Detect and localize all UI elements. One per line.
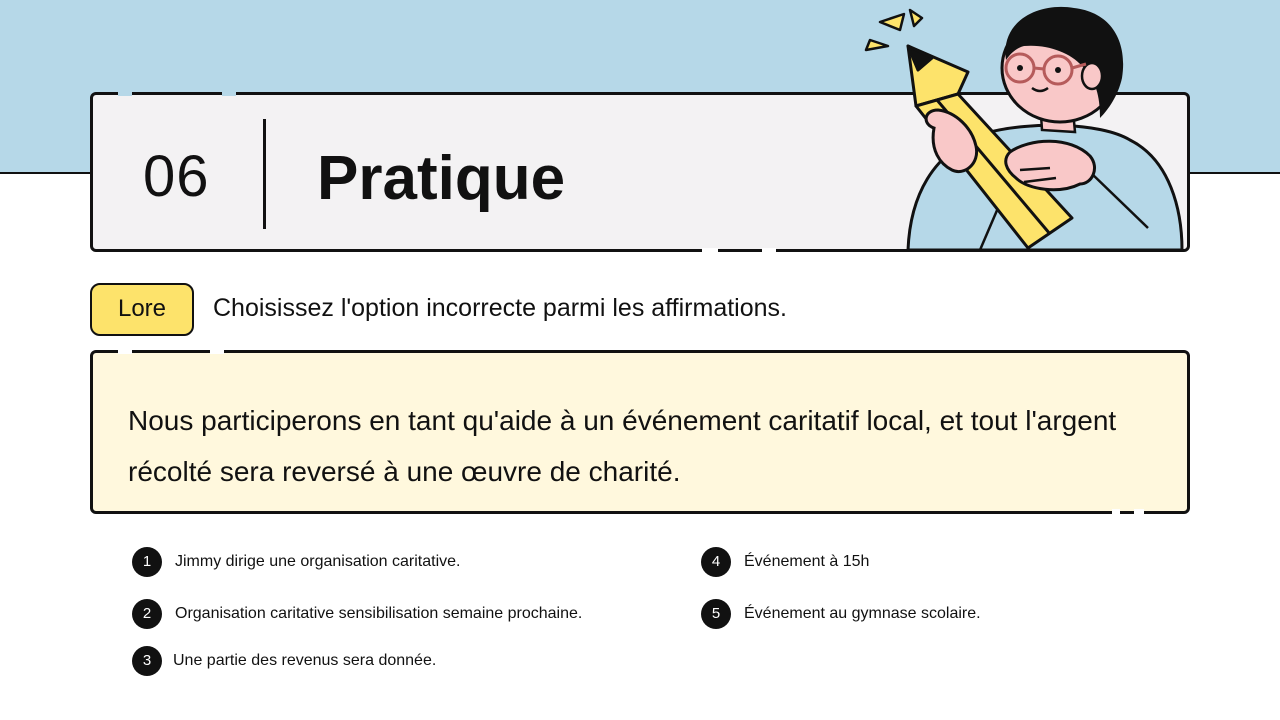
passage-box [90,350,1190,514]
option-4[interactable] [701,547,869,577]
border-gap [210,349,224,354]
option-number: 1 [132,547,162,577]
option-2[interactable] [132,599,582,629]
option-text: Une partie des revenus sera donnée. [173,652,437,669]
option-number: 4 [701,547,731,577]
border-gap [702,248,718,253]
option-5[interactable] [701,599,981,629]
option-1[interactable] [132,547,460,577]
border-gap [762,248,776,253]
skill-tag: Lore [90,283,194,336]
divider [263,119,266,229]
option-text: Organisation caritative sensibilisation semaine prochaine. [175,605,583,622]
option-text: Événement au gymnase scolaire. [744,605,981,622]
border-gap [118,91,132,96]
option-text: Événement à 15h [744,553,870,570]
passage-text: Nous participerons en tant qu'aide à un événement caritatif local, et tout l'argent récolté sera reversé à une œuvre de charité. [128,405,1117,487]
page-title: Pratique [317,144,566,213]
border-gap [1134,509,1144,514]
sparkle-icon [866,10,922,50]
option-text: Jimmy dirige une organisation caritative. [175,553,461,570]
border-gap [118,349,132,354]
border-gap [222,91,236,96]
option-number: 5 [701,599,731,629]
instruction-text: Choisissez l'option incorrecte parmi les affirmations. [213,294,787,322]
border-gap [1112,509,1120,514]
option-number: 2 [132,599,162,629]
option-3[interactable] [132,646,436,676]
section-number: 06 [143,144,210,209]
option-number: 3 [132,646,162,676]
student-illustration [860,0,1190,252]
